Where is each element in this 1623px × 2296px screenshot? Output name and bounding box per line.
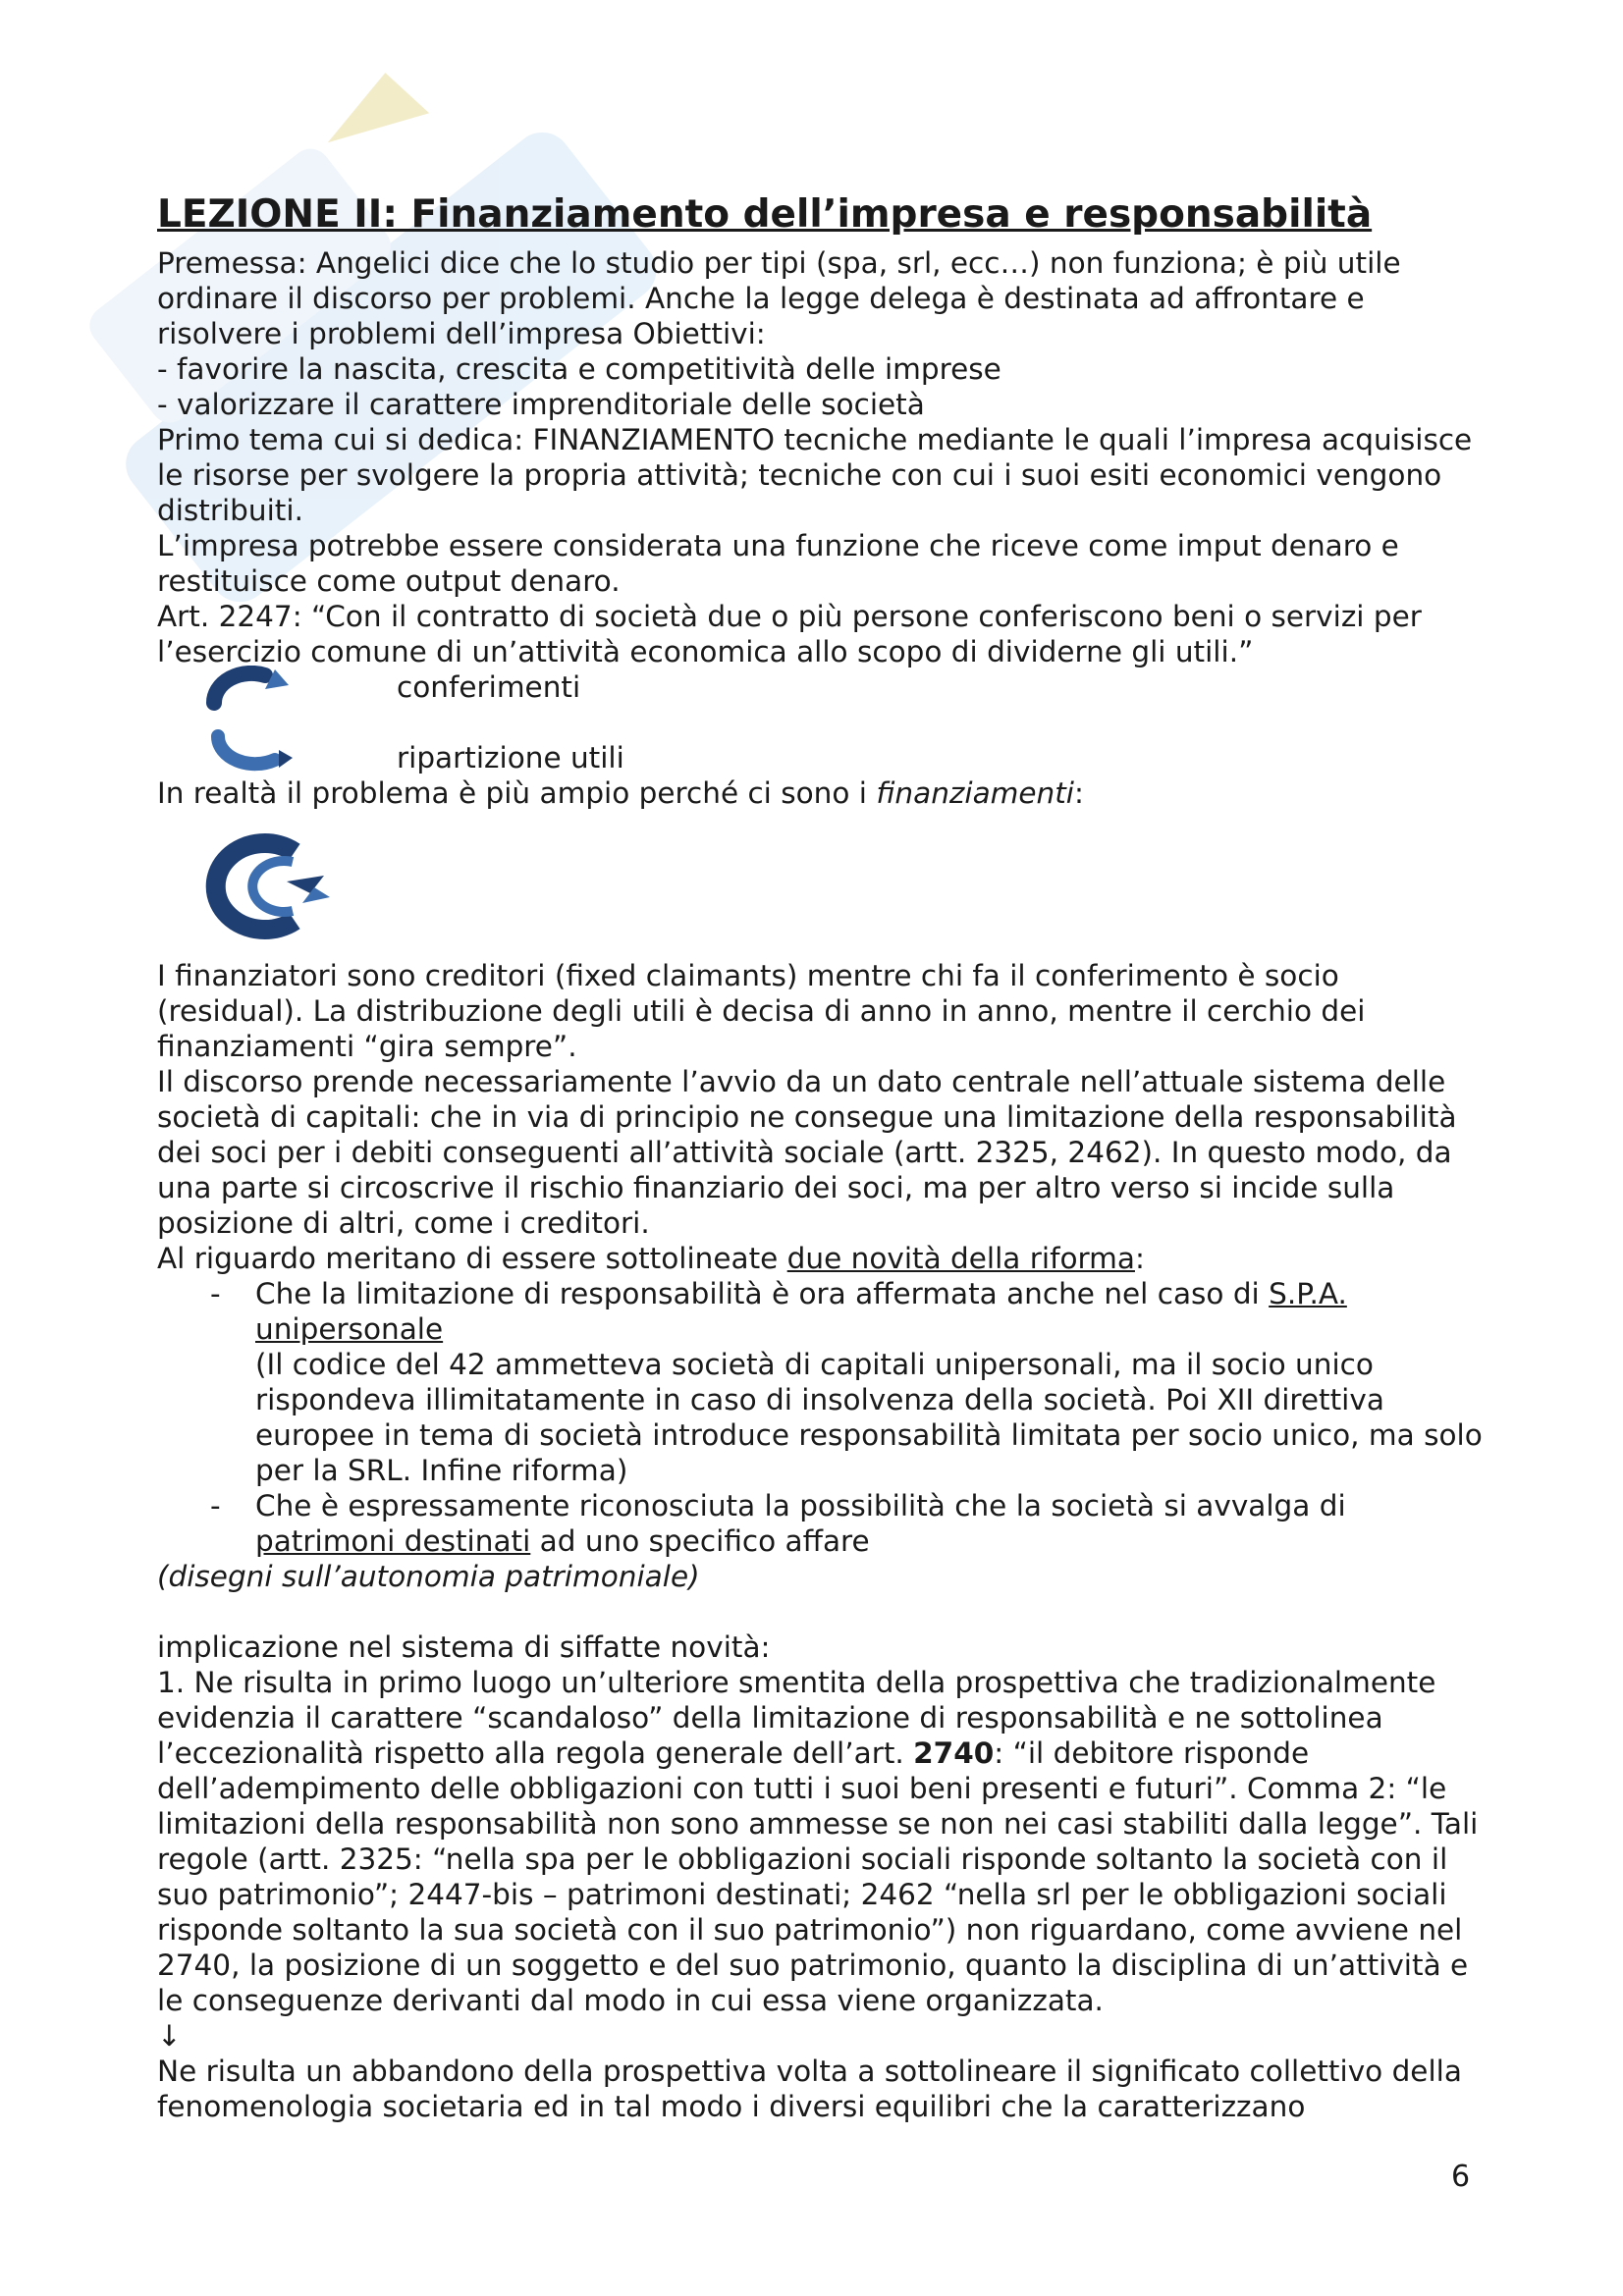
circular-cycle-icon — [196, 832, 334, 940]
ripartizione-utili-label: ripartizione utili — [397, 741, 624, 774]
spa-unipersonale-underline: S.P.A. unipersonale — [255, 1277, 1347, 1346]
art-2247-quote: Art. 2247: “Con il contratto di società due o più persone conferiscono beni o servizi per l’esercizio comune di un’attività economica allo scopo di dividerne gli utili.” — [157, 600, 1422, 668]
finanziamento-paragraph: Primo tema cui si dedica: FINANZIAMENTO tecniche mediante le quali l’impresa acquisisce le risorse per svolgere la propria attività; tecniche con cui i suoi esiti economici vengono distribuiti. — [157, 423, 1473, 527]
finanziamenti-diagram — [157, 811, 1492, 958]
objective-item: - valorizzare il carattere imprenditoriale delle società — [157, 388, 925, 421]
patrimoni-destinati-underline: patrimoni destinati — [255, 1524, 531, 1558]
riforma-underline: due novità della riforma — [786, 1242, 1135, 1275]
final-paragraph: Ne risulta un abbandono della prospettiva volta a sottolineare il significato collettivo della fenomenologia societaria ed in tal modo i diversi equilibri che la caratterizzano — [157, 2055, 1462, 2123]
circular-arrows-icon — [196, 666, 304, 774]
riforma-line: Al riguardo meritano di essere sottolineate due novità della riforma: — [157, 1242, 1145, 1275]
conferimenti-diagram — [157, 669, 1492, 775]
point-1-paragraph: 1. Ne risulta in primo luogo un’ulteriore smentita della prospettiva che tradizionalmente evidenzia il carattere “scandaloso” della limitazione di responsabilità e ne sottolinea l’eccezionalità rispetto alla regola generale dell’art. 2740: “il debitore risponde dell’adempimento delle obbligazioni con tutti i suoi beni presenti e futuri”. Comma 2: “le limitazioni della responsabilità non sono ammesse se non nei casi stabiliti dalla legge”. Tali regole (artt. 2325: “nella spa per le obbligazioni sociali risponde soltanto la società con il suo patrimonio”; 2447-bis – patrimoni destinati; 2462 “nella srl per le obbligazioni sociali risponde soltanto la sua società con il suo patrimonio”) non riguardano, come avviene nel 2740, la posizione di un soggetto e del suo patrimonio, quanto la disciplina di un’attività e le conseguenze derivanti dal modo in cui essa viene organizzata. — [157, 1666, 1479, 2017]
list-item: - Che è espressamente riconosciuta la possibilità che la società si avvalga di patrimoni destinati ad uno specifico affare — [210, 1489, 1346, 1558]
art-2740-bold: 2740 — [913, 1736, 995, 1770]
intro-paragraph: Premessa: Angelici dice che lo studio per tipi (spa, srl, ecc…) non funziona; è più utile ordinare il discorso per problemi. Anche la legge delega è destinata ad affrontare e risolvere i problemi dell’impresa Obiettivi: — [157, 246, 1401, 350]
down-arrow-icon: ↓ — [157, 2019, 182, 2053]
finanziamenti-line: In realtà il problema è più ampio perché ci sono i finanziamenti: — [157, 776, 1084, 810]
page-number: 6 — [1451, 2160, 1471, 2194]
conferimenti-label: conferimenti — [397, 670, 581, 704]
list-item-note: (Il codice del 42 ammetteva società di capitali unipersonali, ma il socio unico rispondeva illimitatamente in caso di insolvenza della società. Poi XII direttiva europee in tema di società introduce responsabilità limitata per socio unico, ma solo per la SRL. Infine riforma) — [255, 1348, 1483, 1487]
page-title: LEZIONE II: Finanziamento dell’impresa e responsabilità — [157, 192, 1373, 237]
document-page — [157, 192, 1492, 2124]
impresa-paragraph: L’impresa potrebbe essere considerata una funzione che riceve come imput denaro e restituisce come output denaro. — [157, 529, 1399, 598]
implicazione-line: implicazione nel sistema di siffatte novità: — [157, 1630, 771, 1664]
list-item: - Che la limitazione di responsabilità è ora affermata anche nel caso di S.P.A. unipersonale (Il codice del 42 ammetteva società di capitali unipersonali, ma il socio unico rispondeva illimitatamente in caso di insolvenza della società. Poi XII direttiva europee in tema di società introduce responsabilità limitata per socio unico, ma solo per la SRL. Infine riforma) — [157, 1276, 1492, 1488]
objective-item: - favorire la nascita, crescita e competitività delle imprese — [157, 352, 1001, 386]
finanziamenti-italic: finanziamenti — [876, 776, 1075, 810]
finanziatori-paragraph: I finanziatori sono creditori (fixed claimants) mentre chi fa il conferimento è socio (residual). La distribuzione degli utili è decisa di anno in anno, mentre il cerchio dei finanziamenti “gira sempre”. — [157, 959, 1366, 1063]
discorso-paragraph: Il discorso prende necessariamente l’avvio da un dato centrale nell’attuale sistema delle società di capitali: che in via di principio ne consegue una limitazione della responsabilità dei soci per i debiti conseguenti all’attività sociale (artt. 2325, 2462). In questo modo, da una parte si circoscrive il rischio finanziario dei soci, ma per altro verso si incide sulla posizione di altri, come i creditori. — [157, 1065, 1457, 1240]
disegni-note: (disegni sull’autonomia patrimoniale) — [157, 1560, 700, 1593]
